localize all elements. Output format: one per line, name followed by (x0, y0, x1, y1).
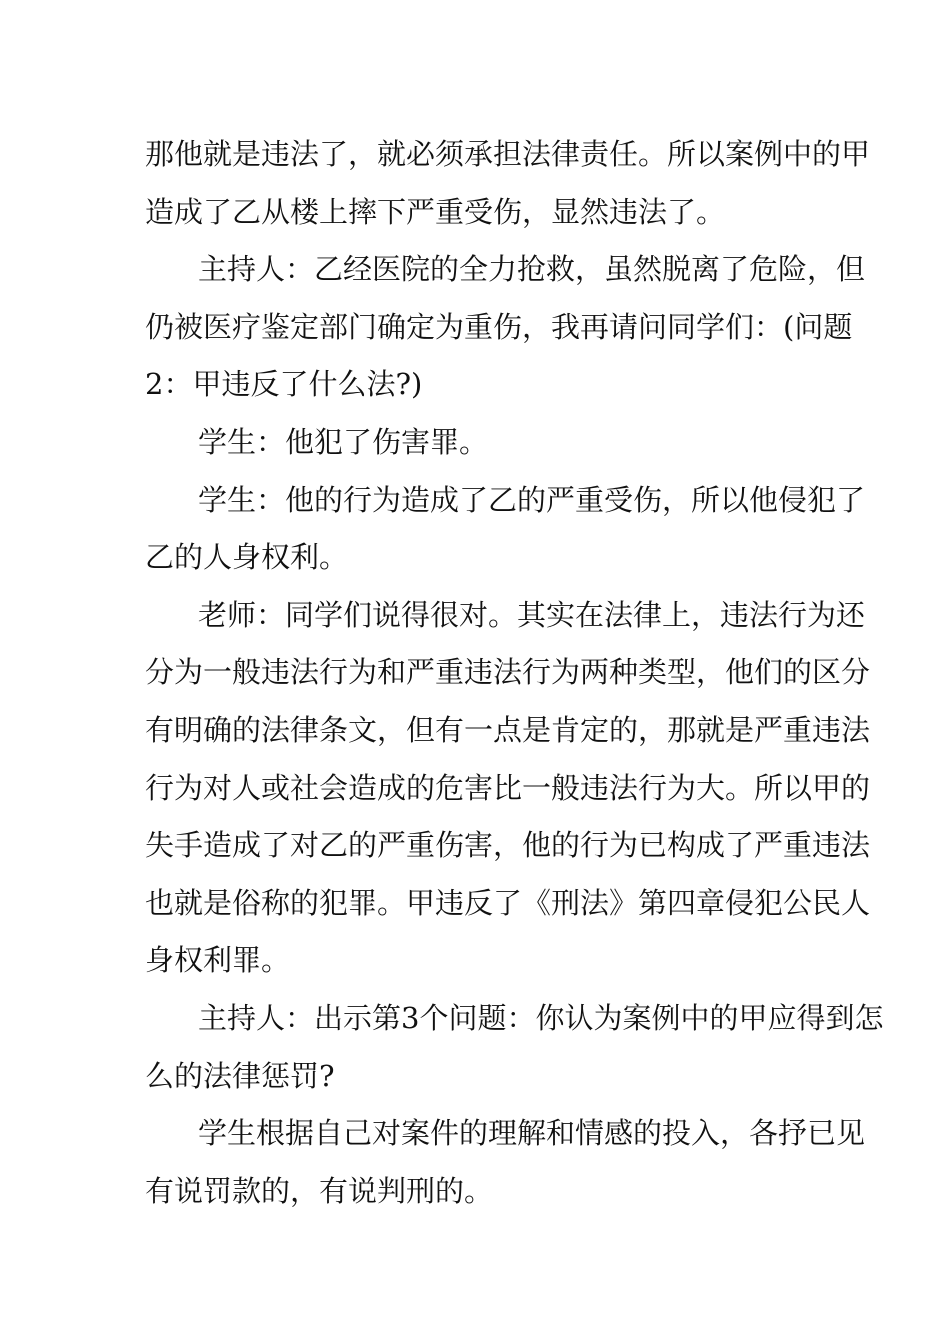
text-line: 么的法律惩罚? (145, 1058, 335, 1093)
text-line: 乙的人身权利。 (145, 540, 349, 575)
text-line: 主持人：乙经医院的全力抢救，虽然脱离了危险，但 (198, 252, 866, 287)
text-line: 失手造成了对乙的严重伤害，他的行为已构成了严重违法 (145, 828, 871, 863)
text-line: 有明确的法律条文，但有一点是肯定的，那就是严重违法 (145, 712, 871, 747)
text-line: 有说罚款的，有说判刑的。 (145, 1173, 494, 1208)
document-body (145, 126, 884, 1220)
text-line: 身权利罪。 (145, 943, 291, 978)
text-line: 行为对人或社会造成的危害比一般违法行为大。所以甲的 (145, 770, 871, 805)
text-line: 造成了乙从楼上摔下严重受伤，显然违法了。 (145, 194, 726, 229)
text-line: 老师：同学们说得很对。其实在法律上，违法行为还 (198, 597, 866, 632)
text-line: 也就是俗称的犯罪。甲违反了《刑法》第四章侵犯公民人 (145, 885, 871, 920)
text-line: 主持人：出示第3个问题：你认为案例中的甲应得到怎 (198, 1000, 884, 1035)
text-line: 仍被医疗鉴定部门确定为重伤，我再请问同学们：(问题 (145, 309, 853, 344)
text-line: 那他就是违法了，就必须承担法律责任。所以案例中的甲 (145, 137, 871, 171)
text-line: 2：甲违反了什么法?) (145, 367, 423, 402)
text-line: 学生：他的行为造成了乙的严重受伤，所以他侵犯了 (198, 482, 866, 517)
text-line: 分为一般违法行为和严重违法行为两种类型，他们的区分 (145, 655, 871, 690)
text-line: 学生根据自己对案件的理解和情感的投入，各抒已见 (198, 1116, 866, 1151)
text-line: 学生：他犯了伤害罪。 (198, 424, 489, 459)
